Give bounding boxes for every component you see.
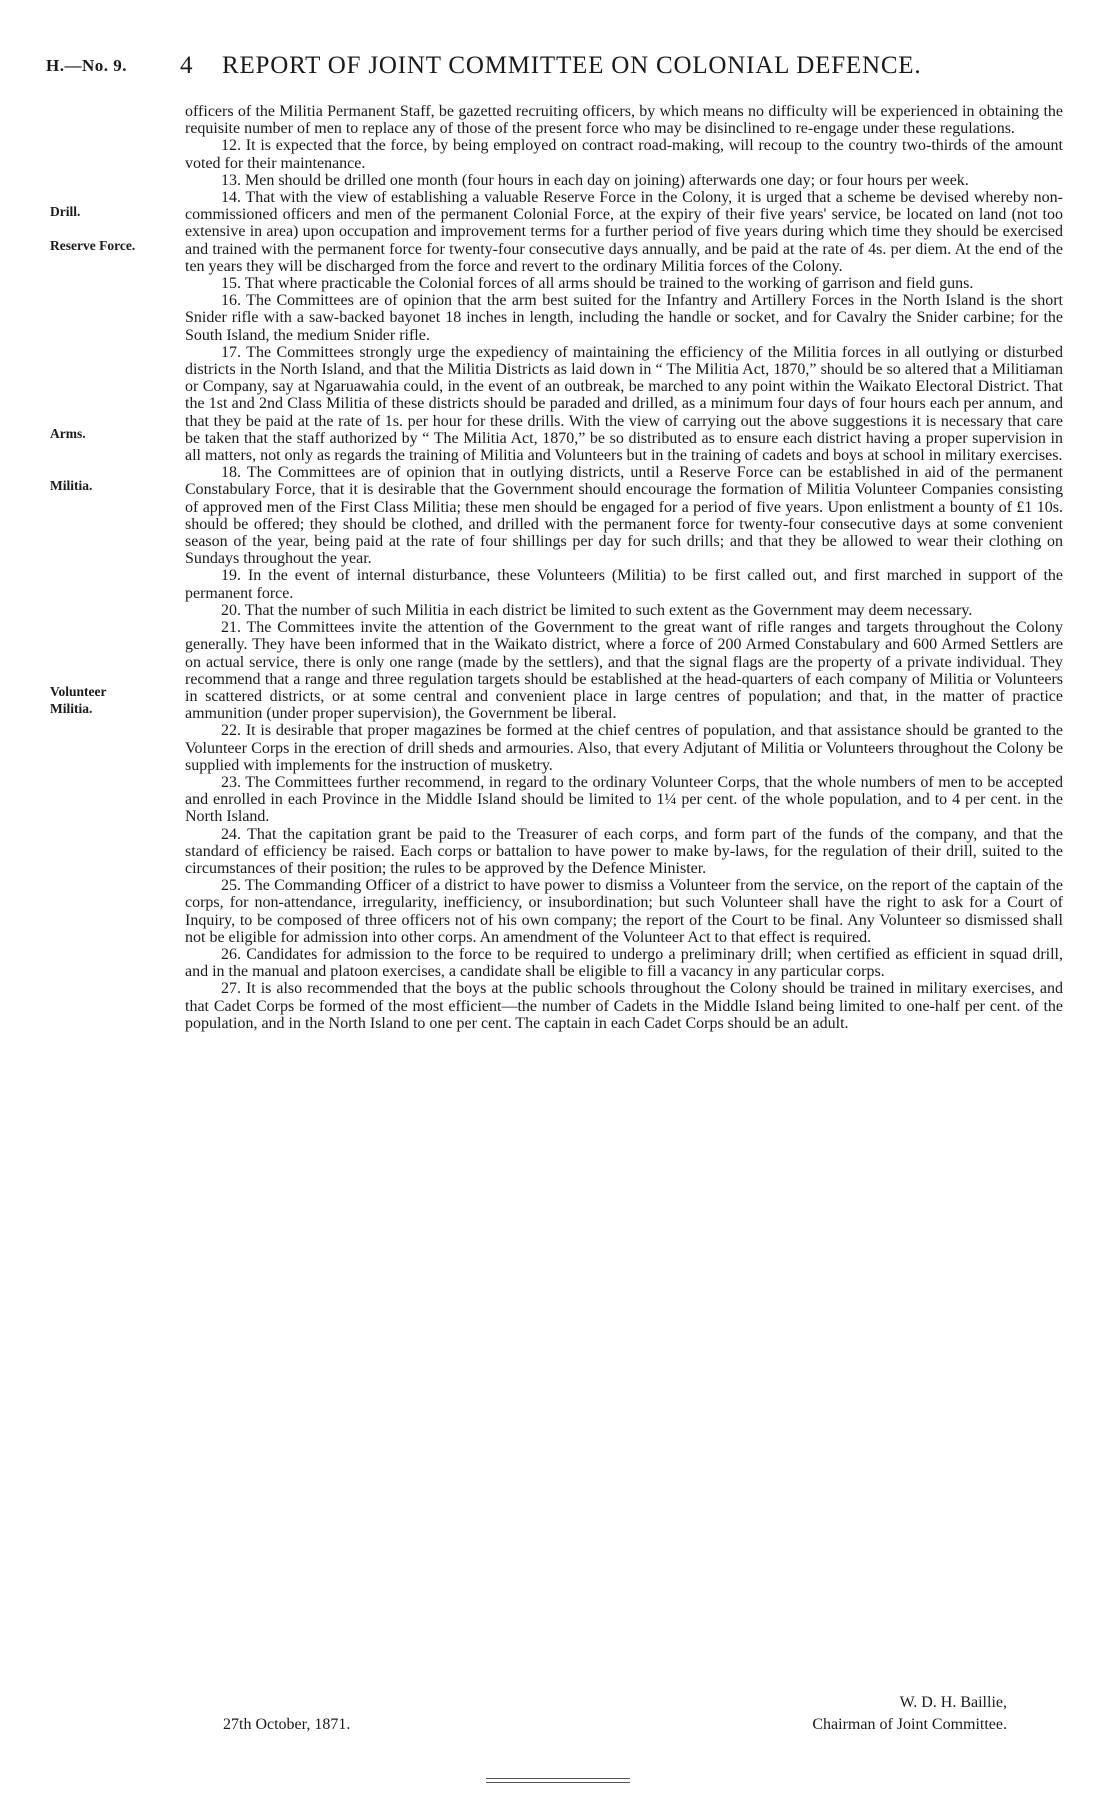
paragraph-18: 18. The Committees are of opinion that in outlying districts, until a Reserve Force can be established in aid of the permanent Constabulary Force, that it is desirable that the Government should encourage the formation of Militia Volunteer Companies consisting of approved men of the First Class Militia; these men should be engaged for a period of five years. Upon enlistment a bounty of £1 10s. should be offered; they should be clothed, and drilled with the permanent force for twenty-four consecutive days at some convenient season of the year, being paid at the rate of four shillings per day for such drills; and that they be allowed to wear their clothing on Sundays throughout the year. bbox=[185, 464, 1063, 568]
page-header bbox=[46, 52, 1076, 86]
closing-rule-lower bbox=[486, 1782, 630, 1783]
margin-note-volunteer-militia: Militia. bbox=[50, 701, 93, 716]
paragraph-20: 20. That the number of such Militia in each district be limited to such extent as the Government may deem necessary. bbox=[221, 601, 973, 619]
margin-note-arms: Arms. bbox=[50, 426, 86, 441]
signatory-name: W. D. H. Baillie, bbox=[899, 1694, 1007, 1711]
paragraph-16: 16. The Committees are of opinion that the arm best suited for the Infantry and Artillery Forces in the North Island is the short Snider rifle with a saw-backed bayonet 18 inches in length, including the handle or socket, and for Cavalry the Snider carbine; for the South Island, the medium Snider rifle. bbox=[185, 292, 1063, 344]
paragraph-11-continued: officers of the Militia Permanent Staff, be gazetted recruiting officers, by which means no difficulty will be experienced in obtaining the requisite number of men to replace any of those of the present force who may be disinclined to re-engage under these regulations. bbox=[185, 103, 1063, 138]
signature-block bbox=[185, 1692, 1063, 1752]
paragraph-14: 14. That with the view of establishing a valuable Reserve Force in the Colony, it is urged that a scheme be devised whereby non-commissioned officers and men of the permanent Colonial Force, at the expiry of their five years' service, be located on land (not too extensive in area) upon occupation and improvement terms for a further period of five years during which time they should be exercised and trained with the permanent force for twenty-four consecutive days annually, and be paid at the rate of 4s. per diem. At the end of the ten years they will be discharged from the force and revert to the ordinary Militia forces of the Colony. bbox=[185, 189, 1063, 275]
report-body bbox=[185, 103, 1063, 1032]
report-date: 27th October, 1871. bbox=[223, 1716, 351, 1733]
paragraph-22: 22. It is desirable that proper magazines be formed at the chief centres of population, and that assistance should be granted to the Volunteer Corps in the erection of drill sheds and armouries. Also, that every Adjutant of Militia or Volunteers throughout the Colony be supplied with implements for the instruction of musketry. bbox=[185, 722, 1063, 774]
closing-rule bbox=[486, 1778, 630, 1779]
margin-note-reserve-force: Reserve Force. bbox=[50, 238, 136, 253]
paragraph-25: 25. The Commanding Officer of a district to have power to dismiss a Volunteer from the service, on the report of the captain of the corps, for non-attendance, irregularity, inefficiency, or insubordination; but such Volunteer shall have the right to ask for a Court of Inquiry, to be composed of three officers not of his own company; the report of the Court to be final. Any Volunteer so dismissed shall not be eligible for admission into other corps. An amendment of the Volunteer Act to that effect is required. bbox=[185, 877, 1063, 946]
paragraph-12: 12. It is expected that the force, by being employed on contract road-making, will recoup to the country two-thirds of the amount voted for their maintenance. bbox=[185, 137, 1063, 172]
paragraph-24: 24. That the capitation grant be paid to the Treasurer of each corps, and form part of the funds of the company, and that the standard of efficiency be raised. Each corps or battalion to have power to make by-laws, for the regulation of their drill, suited to the circumstances of their position; the rules to be approved by the Defence Minister. bbox=[185, 825, 1063, 877]
margin-note-volunteer: Volunteer bbox=[50, 684, 107, 699]
paragraph-26: 26. Candidates for admission to the force to be required to undergo a preliminary drill; when certified as efficient in squad drill, and in the manual and platoon exercises, a candidate shall be eligible to fill a vacancy in any particular corps. bbox=[185, 945, 1063, 981]
paragraph-19: 19. In the event of internal disturbance, these Volunteers (Militia) to be first called out, and first marched in support of the permanent force. bbox=[185, 567, 1063, 602]
page-title: REPORT OF JOINT COMMITTEE ON COLONIAL DEFENCE. bbox=[222, 52, 922, 79]
page-number: 4 bbox=[180, 52, 193, 79]
paragraph-21: 21. The Committees invite the attention of the Government to the great want of rifle ranges and targets throughout the Colony generally. They have been informed that in the Waikato district, where a force of 200 Armed Constabulary and 600 Armed Settlers are on actual service, there is only one range (made by the settlers), and that the signal flags are the property of a private individual. They recommend that a range and three regulation targets should be established at the head-quarters of each company of Militia or Volunteers in scattered districts, or at some central and convenient place in large centres of population; and that, in the matter of practice ammunition (under proper supervision), the Government be liberal. bbox=[185, 619, 1063, 723]
paragraph-17: 17. The Committees strongly urge the expediency of maintaining the efficiency of the Militia forces in all outlying or disturbed districts in the North Island, and that the Militia Districts as laid down in “ The Militia Act, 1870,” should be so altered that a Militiaman or Company, say at Ngaruawahia could, in the event of an outbreak, be marched to any point within the Waikato Electoral District. That the 1st and 2nd Class Militia of these districts should be paraded and drilled, as a minimum four days of four hours each per annum, and that they be paid at the rate of 1s. per hour for these drills. With the view of carrying out the above suggestions it is necessary that care be taken that the staff authorized by “ The Militia Act, 1870,” be so distributed as to ensure each district having a proper supervision in all matters, not only as regards the training of Militia and Volunteers but in the training of cadets and boys at school in military exercises. bbox=[185, 343, 1063, 465]
paragraph-13: 13. Men should be drilled one month (four hours in each day on joining) afterwards one day; or four hours per week. bbox=[221, 171, 969, 189]
paragraph-15: 15. That where practicable the Colonial forces of all arms should be trained to the working of garrison and field guns. bbox=[221, 275, 974, 293]
signatory-title: Chairman of Joint Committee. bbox=[812, 1716, 1007, 1733]
margin-note-militia: Militia. bbox=[50, 478, 93, 493]
document-reference: H.—No. 9. bbox=[46, 56, 127, 75]
paragraph-23: 23. The Committees further recommend, in regard to the ordinary Volunteer Corps, that the whole numbers of men to be accepted and enrolled in each Province in the Middle Island should be limited to 1¼ per cent. of the whole population, and to 4 per cent. in the North Island. bbox=[185, 773, 1063, 826]
margin-note-drill: Drill. bbox=[50, 204, 81, 219]
paragraph-27: 27. It is also recommended that the boys at the public schools throughout the Colony should be trained in military exercises, and that Cadet Corps be formed of the most efficient—the number of Cadets in the Middle Island being limited to one-half per cent. of the population, and in the North Island to one per cent. The captain in each Cadet Corps should be an adult. bbox=[185, 980, 1063, 1032]
